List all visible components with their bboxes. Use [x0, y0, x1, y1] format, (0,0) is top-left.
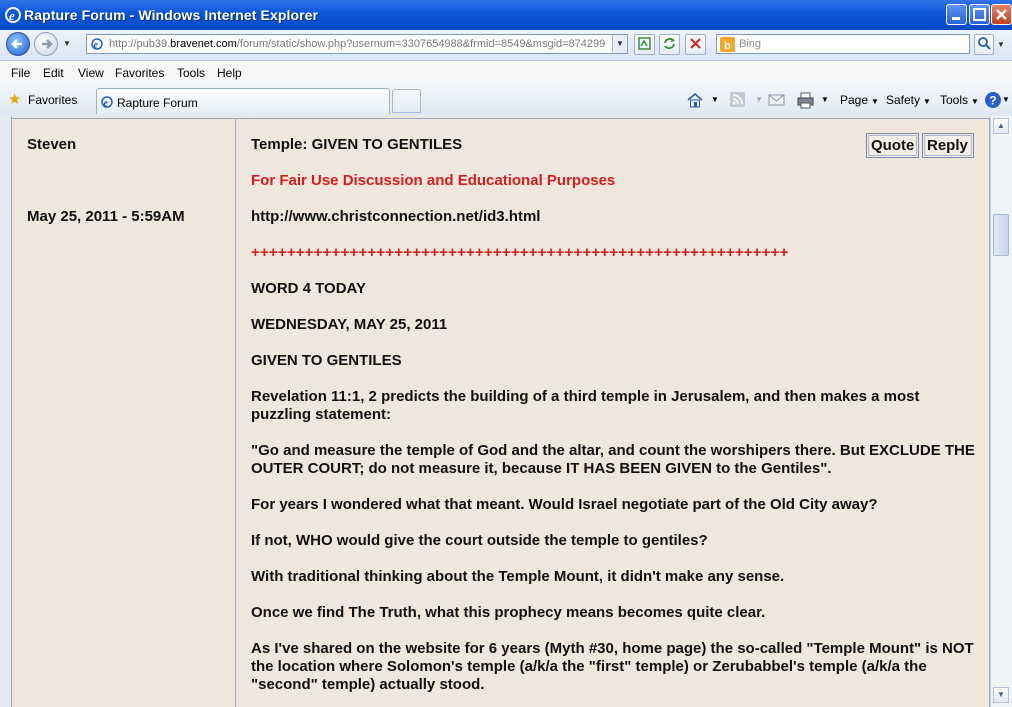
navigation-bar — [0, 30, 1012, 61]
tools-menu-label: Tools — [940, 93, 969, 107]
bing-logo-icon — [720, 37, 735, 52]
address-url — [109, 38, 609, 50]
post-date: May 25, 2011 - 5:59AM — [27, 208, 185, 225]
heading-date: WEDNESDAY, MAY 25, 2011 — [251, 316, 448, 333]
url-domain: bravenet.com — [170, 38, 237, 50]
page-content — [0, 116, 1012, 707]
rss-icon — [730, 92, 746, 108]
feeds-button[interactable] — [730, 92, 746, 111]
menu-file[interactable]: File — [11, 66, 31, 80]
search-options-dropdown[interactable]: ▼ — [997, 40, 1005, 49]
help-icon — [984, 91, 1002, 109]
help-button[interactable] — [984, 91, 1002, 112]
refresh-icon — [661, 35, 678, 52]
window-title: Rapture Forum - Windows Internet Explorer — [24, 7, 319, 23]
reply-button[interactable] — [922, 133, 974, 158]
compatibility-icon — [636, 35, 653, 52]
feeds-dropdown[interactable]: ▼ — [755, 95, 763, 104]
compatibility-view-button[interactable] — [634, 34, 655, 55]
url-path: /forum/static/show.php?usernum=3307654988&frmid=8549&msgid=874299 — [236, 38, 606, 50]
address-bar[interactable] — [86, 34, 628, 54]
print-dropdown[interactable]: ▼ — [821, 95, 829, 104]
tools-menu[interactable]: Tools ▼ — [940, 93, 979, 107]
tab-label: Rapture Forum — [117, 96, 198, 110]
menu-tools[interactable]: Tools — [177, 66, 206, 80]
mail-icon — [768, 92, 786, 108]
minimize-icon — [947, 5, 966, 24]
scroll-thumb[interactable] — [993, 214, 1009, 256]
quote-button[interactable] — [866, 133, 919, 158]
menu-view[interactable]: View — [78, 66, 104, 80]
maximize-button[interactable] — [969, 4, 990, 25]
vertical-scrollbar[interactable] — [990, 116, 1012, 707]
page-menu-label: Page — [840, 93, 869, 107]
source-link[interactable]: http://www.christconnection.net/id3.html — [251, 208, 541, 225]
address-dropdown[interactable]: ▼ — [612, 35, 627, 53]
heading-word-today: WORD 4 TODAY — [251, 280, 367, 297]
back-arrow-icon — [7, 33, 29, 55]
paragraph-5: With traditional thinking about the Temple Mount, it didn't make any sense. — [251, 568, 785, 585]
svg-text:?: ? — [989, 93, 997, 108]
new-tab-button[interactable] — [392, 89, 421, 113]
tab-rapture-forum[interactable] — [96, 88, 390, 114]
search-placeholder: Bing — [739, 38, 762, 50]
quote-label: Quote — [871, 137, 915, 154]
star-icon: ★ — [8, 91, 22, 108]
close-icon — [992, 5, 1011, 24]
fair-use-notice: For Fair Use Discussion and Educational Purposes — [251, 172, 616, 189]
scroll-up-button[interactable]: ▲ — [993, 118, 1009, 134]
menu-bar — [0, 61, 1012, 86]
reply-label: Reply — [927, 137, 968, 154]
home-icon — [686, 91, 704, 109]
menu-favorites[interactable]: Favorites — [115, 66, 165, 80]
svg-text:e: e — [93, 40, 98, 51]
post-author-column — [12, 118, 236, 707]
safety-menu-label: Safety — [886, 93, 921, 107]
home-dropdown[interactable]: ▼ — [711, 95, 719, 104]
page-icon — [100, 95, 114, 109]
ie-logo-icon — [4, 6, 22, 24]
url-prefix: http://pub39. — [109, 38, 171, 50]
content-left-edge — [0, 116, 12, 707]
page-icon — [90, 37, 104, 51]
close-button[interactable] — [991, 4, 1012, 25]
paragraph-7: As I've shared on the website for 6 years (Myth #30, home page) the so-called "Temple Mount" is NOT the location where Solomon's temple (a/k/a the "first" temple) or Zerubabbel's temple (a/k/a the "second" temple) actually stood. — [251, 640, 974, 693]
help-dropdown[interactable]: ▼ — [1002, 95, 1010, 104]
svg-text:e: e — [103, 98, 108, 109]
svg-text:b: b — [724, 40, 731, 52]
svg-text:e: e — [9, 8, 15, 23]
home-button[interactable] — [686, 91, 704, 112]
scroll-down-button[interactable]: ▼ — [993, 687, 1009, 703]
post-subject: Temple: GIVEN TO GENTILES — [251, 136, 463, 153]
stop-icon — [687, 35, 704, 52]
paragraph-2: "Go and measure the temple of God and the altar, and count the worshipers there. But EXCLUDE THE OUTER COURT; do not measure it, because IT HAS BEEN GIVEN to the Gentiles". — [251, 442, 975, 477]
printer-icon — [796, 91, 816, 109]
paragraph-3: For years I wondered what that meant. Would Israel negotiate part of the Old City away? — [251, 496, 878, 513]
tab-bar — [0, 85, 1012, 117]
safety-menu[interactable]: Safety ▼ — [886, 93, 931, 107]
search-icon — [976, 35, 992, 52]
paragraph-1: Revelation 11:1, 2 predicts the building of a third temple in Jerusalem, and then makes a most puzzling statement: — [251, 388, 920, 423]
search-input[interactable] — [716, 34, 970, 54]
read-mail-button[interactable] — [768, 92, 786, 111]
print-button[interactable] — [796, 91, 816, 112]
separator-line: ++++++++++++++++++++++++++++++++++++++++++++++++++++++++++++ — [251, 244, 789, 261]
forward-button[interactable] — [34, 32, 58, 56]
heading-given-gentiles: GIVEN TO GENTILES — [251, 352, 402, 369]
refresh-button[interactable] — [659, 34, 680, 55]
forward-arrow-icon — [35, 33, 57, 55]
recent-pages-dropdown[interactable]: ▼ — [63, 39, 71, 48]
stop-button[interactable] — [685, 34, 706, 55]
menu-edit[interactable]: Edit — [43, 66, 64, 80]
title-bar — [0, 0, 1012, 30]
page-menu[interactable]: Page ▼ — [840, 93, 879, 107]
search-button[interactable] — [974, 34, 994, 55]
maximize-icon — [970, 5, 989, 24]
paragraph-4: If not, WHO would give the court outside the temple to gentiles? — [251, 532, 708, 549]
post-author: Steven — [27, 136, 77, 153]
minimize-button[interactable] — [946, 4, 967, 25]
favorites-label: Favorites — [28, 93, 78, 107]
menu-help[interactable]: Help — [217, 66, 242, 80]
post-body-column — [236, 118, 990, 707]
back-button[interactable] — [6, 32, 30, 56]
paragraph-6: Once we find The Truth, what this prophecy means becomes quite clear. — [251, 604, 766, 621]
